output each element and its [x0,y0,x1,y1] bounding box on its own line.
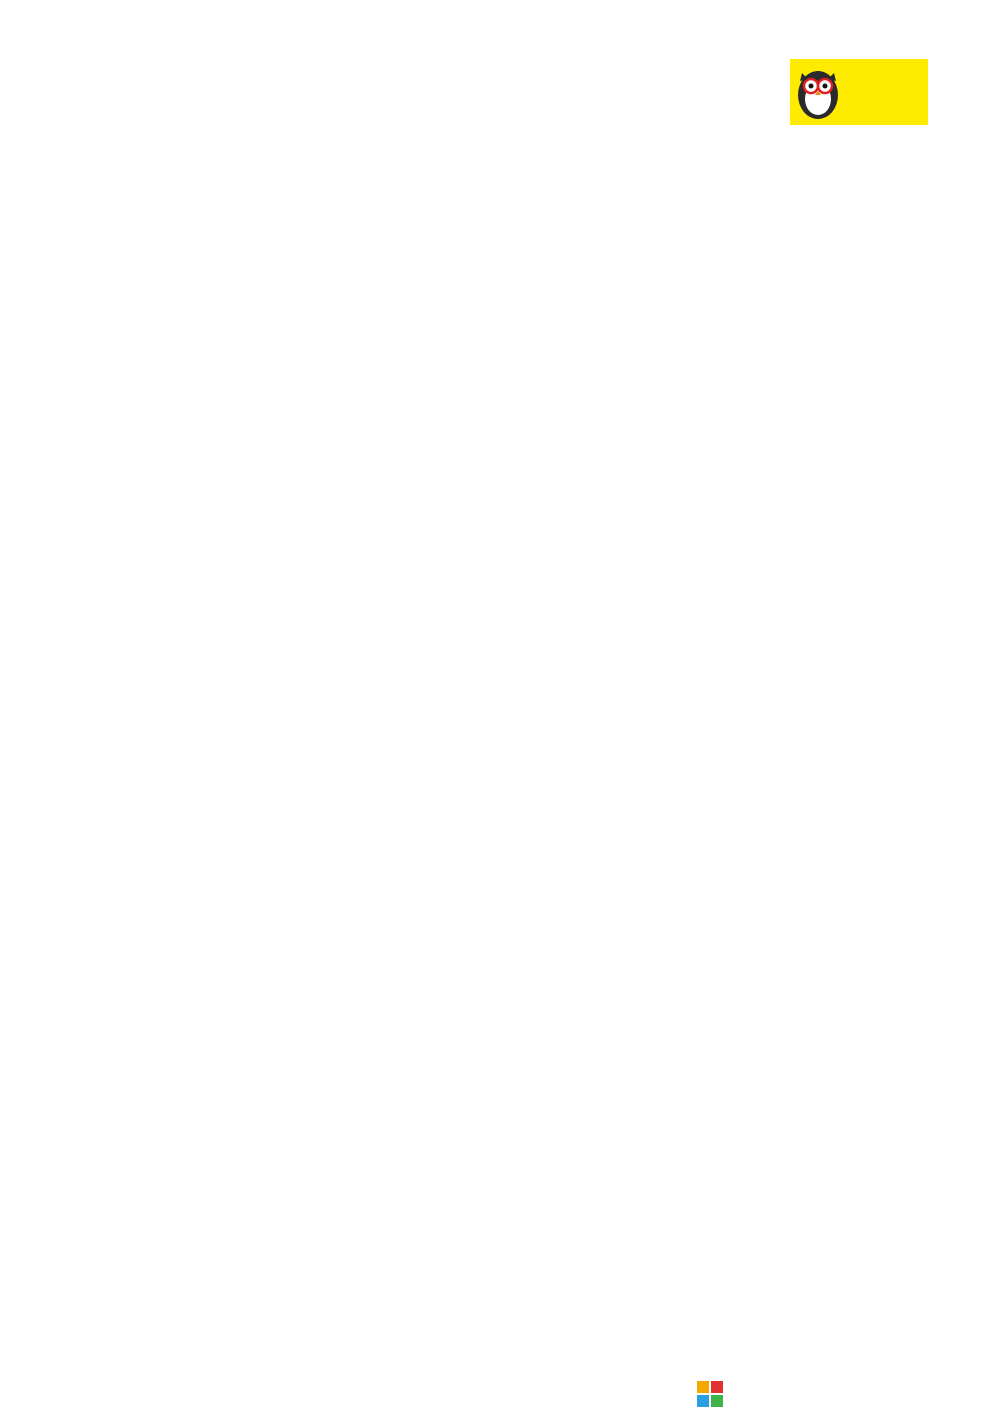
liveworksheets-logo-icon [697,1381,723,1407]
exercise2-question-1 [143,584,903,689]
owl-logo-icon [790,59,928,125]
school-logo [790,59,928,125]
